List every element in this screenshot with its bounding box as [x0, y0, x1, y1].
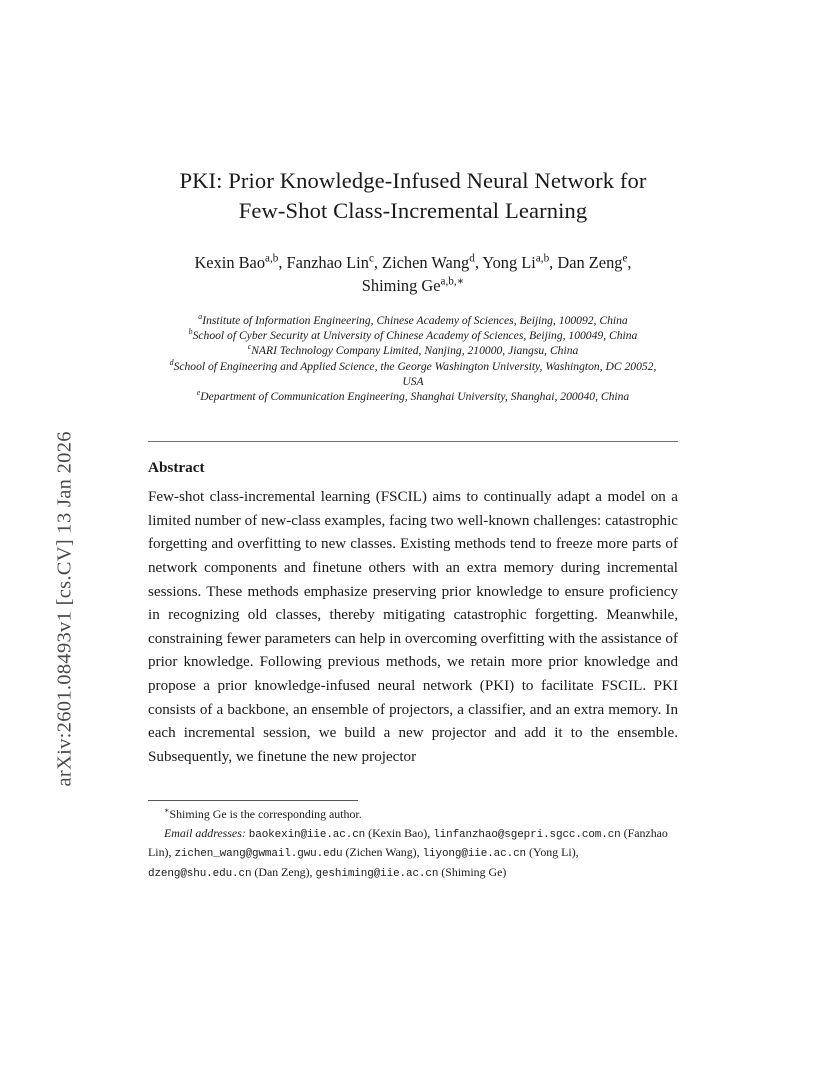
arxiv-stamp: arXiv:2601.08493v1 [cs.CV] 13 Jan 2026	[53, 431, 76, 787]
affiliation-b	[148, 328, 678, 343]
corresponding-marker: ∗	[164, 806, 170, 816]
author-name: Fanzhao Lin	[286, 253, 369, 272]
email-addresses-note	[148, 825, 678, 884]
affiliation-marker: e	[196, 388, 201, 398]
abstract-heading: Abstract	[148, 459, 205, 477]
affiliation-marker: a	[198, 312, 203, 322]
email-address[interactable]: zichen_wang@gwmail.gwu.edu	[174, 848, 343, 861]
author-name: Kexin Bao	[194, 253, 266, 272]
author-name: Yong Li	[482, 253, 536, 272]
affiliation-text: Institute of Information Engineering, Chinese Academy of Sciences, Beijing, 100092, China	[202, 314, 628, 327]
affiliation-d	[148, 359, 678, 389]
affiliation-marker: c	[247, 342, 252, 352]
email-owner-name: (Dan Zeng),	[254, 864, 313, 879]
affiliation-a	[148, 313, 678, 328]
email-address[interactable]: linfanzhao@sgepri.sgcc.com.cn	[433, 828, 621, 841]
corresponding-author-note	[148, 806, 678, 824]
email-address[interactable]: liyong@iie.ac.cn	[422, 848, 526, 861]
affiliation-c	[148, 343, 678, 358]
author-line-1: Kexin Bao$^{a,b}$, Fanzhao Lin$^c$, Zichen Wang$^d$, Yong Li$^{a,b}$, Dan Zeng$^e$,	[194, 252, 632, 272]
affiliation-list	[148, 313, 678, 404]
author-affiliation-marker: a,b	[265, 252, 279, 265]
author-name: Shiming Ge	[361, 276, 441, 295]
author-list	[148, 251, 678, 297]
title-line-2: Few-Shot Class-Incremental Learning	[238, 198, 588, 223]
author-affiliation-marker: a,b,∗	[440, 275, 465, 288]
email-address[interactable]: dzeng@shu.edu.cn	[148, 867, 252, 880]
affiliation-text: NARI Technology Company Limited, Nanjing, 210000, Jiangsu, China	[251, 344, 579, 358]
affiliation-text: School of Engineering and Applied Science, the George Washington University, Washington, DC 20052, USA	[173, 359, 657, 388]
email-owner-name: (Fanzhao Lin),	[148, 825, 668, 860]
author-name: Zichen Wang	[382, 253, 470, 272]
author-affiliation-marker: c	[368, 252, 374, 265]
abstract-divider	[148, 441, 678, 442]
author-affiliation-marker: a,b	[535, 252, 550, 265]
email-owner-name: (Zichen Wang),	[345, 845, 420, 860]
email-address[interactable]: baokexin@iie.ac.cn	[248, 828, 366, 841]
email-owner-name: (Shiming Ge)	[441, 864, 507, 879]
affiliation-marker: b	[188, 327, 193, 337]
author-affiliation-marker: e	[622, 252, 628, 265]
author-name: Dan Zeng	[557, 253, 623, 272]
author-affiliation-marker: d	[469, 252, 475, 265]
email-owner-name: (Kexin Bao),	[368, 825, 431, 840]
abstract-body: Few-shot class-incremental learning (FSCIL) aims to continually adapt a model on a limited number of new-class examples, facing two well-known challenges: catastrophic forgetting and overfitting to new classes. Existing methods tend to freeze more parts of network components and finetune others with an extra memory during incremental sessions. These methods emphasize preserving prior knowledge to ensure proficiency in recognizing old classes, thereby mitigating catastrophic forgetting. Meanwhile, constraining fewer parameters can help in overcoming overfitting with the assistance of prior knowledge. Following previous methods, we retain more prior knowledge and propose a prior knowledge-infused neural network (PKI) to facilitate FSCIL. PKI consists of a backbone, an ensemble of projectors, a classifier, and an extra memory. In each incremental session, we build a new projector and add it to the ensemble. Subsequently, we finetune the new projector	[148, 489, 678, 765]
affiliation-text: School of Cyber Security at University of Chinese Academy of Sciences, Beijing, 100049, China	[192, 329, 638, 343]
email-owner-name: (Yong Li),	[528, 845, 579, 860]
author-line-2	[148, 274, 678, 297]
page-title	[148, 166, 678, 226]
title-line-1: PKI: Prior Knowledge-Infused Neural Network for	[179, 168, 647, 193]
affiliation-e	[148, 389, 678, 404]
paper-body	[148, 0, 678, 1072]
footnote-block	[148, 800, 678, 883]
footnote-divider	[148, 800, 358, 801]
email-address[interactable]: geshiming@iie.ac.cn	[315, 867, 439, 880]
email-addresses-label: Email addresses:	[164, 825, 246, 840]
affiliation-marker: d	[169, 357, 174, 367]
corresponding-text: Shiming Ge is the corresponding author.	[169, 807, 362, 821]
affiliation-text: Department of Communication Engineering, Shanghai University, Shanghai, 200040, China	[200, 390, 630, 404]
